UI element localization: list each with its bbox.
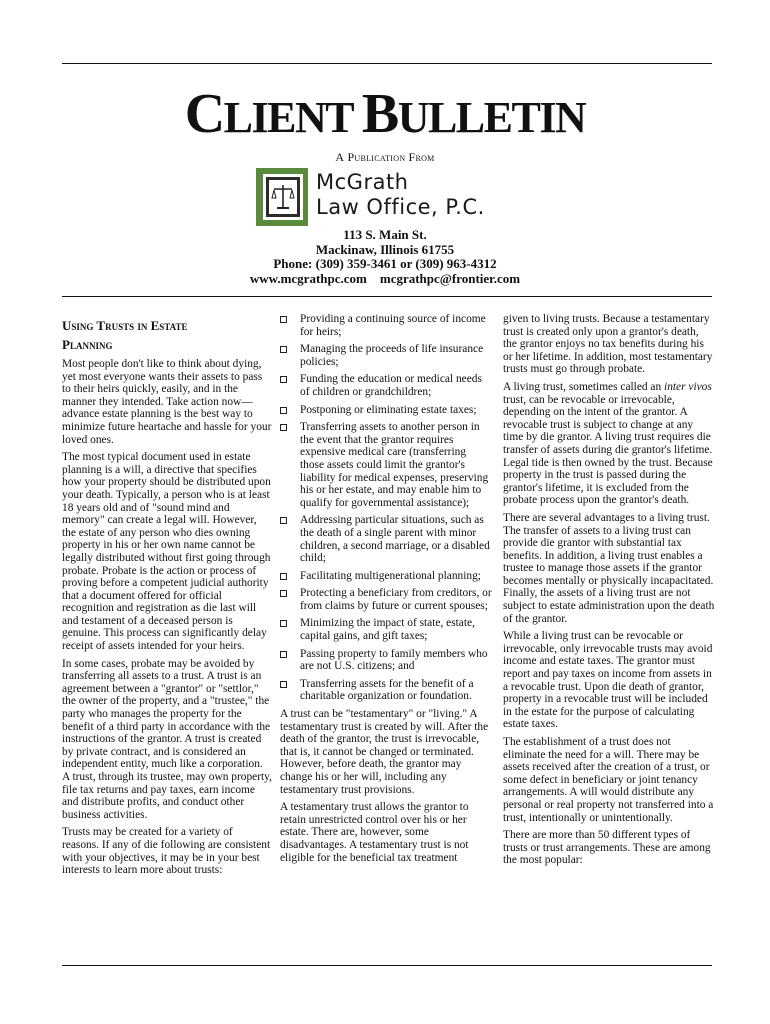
firm-name-line-2: Law Office, P.C. xyxy=(316,195,485,219)
list-item: Passing property to family members who are not U.S. citizens; and xyxy=(280,648,492,673)
header-divider xyxy=(62,296,712,297)
city-state: Mackinaw, Illinois 61755 xyxy=(315,241,455,257)
paragraph: Most people don't like to think about dying, yet most everyone wants their assets to pass to their heirs quickly, easily, and in the manner they intended. Take action now—advance estate planning is the best way to minimize future heartache and hassle for your loved ones. xyxy=(62,358,272,446)
law-office-logo-icon xyxy=(256,168,308,226)
top-rule xyxy=(62,63,712,64)
paragraph: The establishment of a trust does not eliminate the need for a will. There may be assets received after the creation of a trust, or some defect in beneficiary or joint tenancy arrangements. A will would distribute any personal or real property not transferred into a trust, intentionally or unintentionally. xyxy=(503,736,714,824)
list-item: Facilitating multigenerational planning; xyxy=(280,570,492,583)
firm-name-line-1: McGrath xyxy=(316,170,409,194)
paragraph: Trusts may be created for a variety of reasons. If any of die following are consistent with your objectives, it may be in your best interests to learn more about trusts: xyxy=(62,826,271,877)
trust-objectives-list xyxy=(280,313,492,703)
list-item: Minimizing the impact of state, estate, capital gains, and gift taxes; xyxy=(280,617,492,642)
list-item: Managing the proceeds of life insurance policies; xyxy=(280,343,492,368)
checkbox-bullet-icon xyxy=(280,424,287,431)
column-1 xyxy=(62,316,272,882)
column-2 xyxy=(280,313,492,869)
checkbox-bullet-icon xyxy=(280,376,287,383)
checkbox-bullet-icon xyxy=(280,620,287,627)
paragraph: While a living trust can be revocable or irrevocable, only irrevocable trusts may avoid income and estate taxes. The grantor must report and pay taxes on income from assets in a revocable trust. Upon die death of grantor, property in a revocable trust will be included in the estate for the purpose of calculating estate taxes. xyxy=(503,630,713,731)
paragraph: given to living trusts. Because a testamentary trust is created only upon a grantor's death, the grantor enjoys no tax benefits during his or her lifetime. In addition, most testamentary trusts must go through probate. xyxy=(503,313,713,376)
paragraph: In some cases, probate may be avoided by transferring all assets to a trust. A trust is an agreement between a "grantor" or "settlor," the owner of the property, and a "trustee," the party who manages the property for the benefit of a third party in accordance with the instructions of the grantor. A trust is created by private contract, and is considered an independent entity, much like a corporation. A trust, through its trustee, may own property, file tax returns and pay taxes, earn income and distribute profits, and conduct other business activities. xyxy=(62,657,272,821)
paragraph: A living trust, sometimes called an inter vivos trust, can be revocable or irrevocable, depending on the intent of the grantor. A revocable trust is subject to change at any time by die grantor. A living trust requires die transfer of assets during die grantor's lifetime. Legal tide is then owned by the trust. Because property in the trust is passed during the grantor's lifetime, it is excluded from the probate process upon the grantor's death. xyxy=(503,380,713,507)
publication-subtitle: A Publication From xyxy=(335,150,435,164)
paragraph: There are more than 50 different types of trusts or trust arrangements. These are among the most popular: xyxy=(503,829,711,867)
paragraph: A trust can be "testamentary" or "living." A testamentary trust is created by will. After the death of the grantor, the trust is irrevocable, that is, it cannot be changed or terminated. However, before death, the grantor may change his or her will, including any testamentary trust provisions. xyxy=(280,708,489,796)
checkbox-bullet-icon xyxy=(280,316,287,323)
list-item: Funding the education or medical needs of children or grandchildren; xyxy=(280,373,492,398)
address-block xyxy=(0,228,770,286)
checkbox-bullet-icon xyxy=(280,573,287,580)
bulletin-title: CLIENT BULLETIN xyxy=(184,83,586,145)
street-address: 113 S. Main St. xyxy=(343,227,427,242)
list-item: Postponing or eliminating estate taxes; xyxy=(280,404,492,417)
paragraph: The most typical document used in estate planning is a will, a directive that specifies how your property should be distributed upon your death. Typically, a person who is at least 18 years old and of "sound mind and memory" can create a legal will. However, the estate of any person who dies owning property in his or her own name cannot be legally distributed without first going through probate. Probate is the action or process of proving before a competent judicial authority that a document offered for official recognition and registration as die last will and testament of a deceased person is genuine. This process can significantly delay receipt of assets intended for your heirs. xyxy=(62,451,271,653)
contact-web-email xyxy=(0,272,770,287)
checkbox-bullet-icon xyxy=(280,407,287,414)
list-item: Providing a continuing source of income for heirs; xyxy=(280,313,492,338)
website-link[interactable]: www.mcgrathpc.com xyxy=(249,270,367,286)
list-item: Transferring assets to another person in the event that the grantor requires expensive medical care (transferring those assets could limit the grantor's liability for medical expenses, preserving his or her estate, and may enable him to qualify for governmental assistance); xyxy=(280,421,492,509)
list-item: Protecting a beneficiary from creditors, or from claims by future or current spouses; xyxy=(280,587,492,612)
paragraph: There are several advantages to a living trust. The transfer of assets to a living trust can provide die grantor with substantial tax benefits. In addition, a living trust enables a trustee to manage those assets if the grantor becomes mentally or physically incapacitated. Finally, the assets of a living trust are not subject to estate administration upon the death of the grantor. xyxy=(503,511,715,625)
phone-numbers: Phone: (309) 359-3461 or (309) 963-4312 xyxy=(273,256,497,271)
list-item: Transferring assets for the benefit of a charitable organization or foundation. xyxy=(280,678,492,703)
article-heading: Using Trusts in Estate Planning xyxy=(62,318,188,352)
checkbox-bullet-icon xyxy=(280,590,287,597)
column-3 xyxy=(503,313,715,872)
checkbox-bullet-icon xyxy=(280,681,287,688)
checkbox-bullet-icon xyxy=(280,346,287,353)
email-link[interactable]: mcgrathpc@frontier.com xyxy=(379,270,521,286)
checkbox-bullet-icon xyxy=(280,651,287,658)
checkbox-bullet-icon xyxy=(280,517,287,524)
list-item: Addressing particular situations, such as the death of a single parent with minor children, a second marriage, or a disabled child; xyxy=(280,514,492,564)
bottom-rule xyxy=(62,965,712,966)
paragraph: A testamentary trust allows the grantor to retain unrestricted control over his or her estate. There are, however, some disadvantages. A testamentary trust is not eligible for the beneficial tax treatment xyxy=(280,801,469,864)
